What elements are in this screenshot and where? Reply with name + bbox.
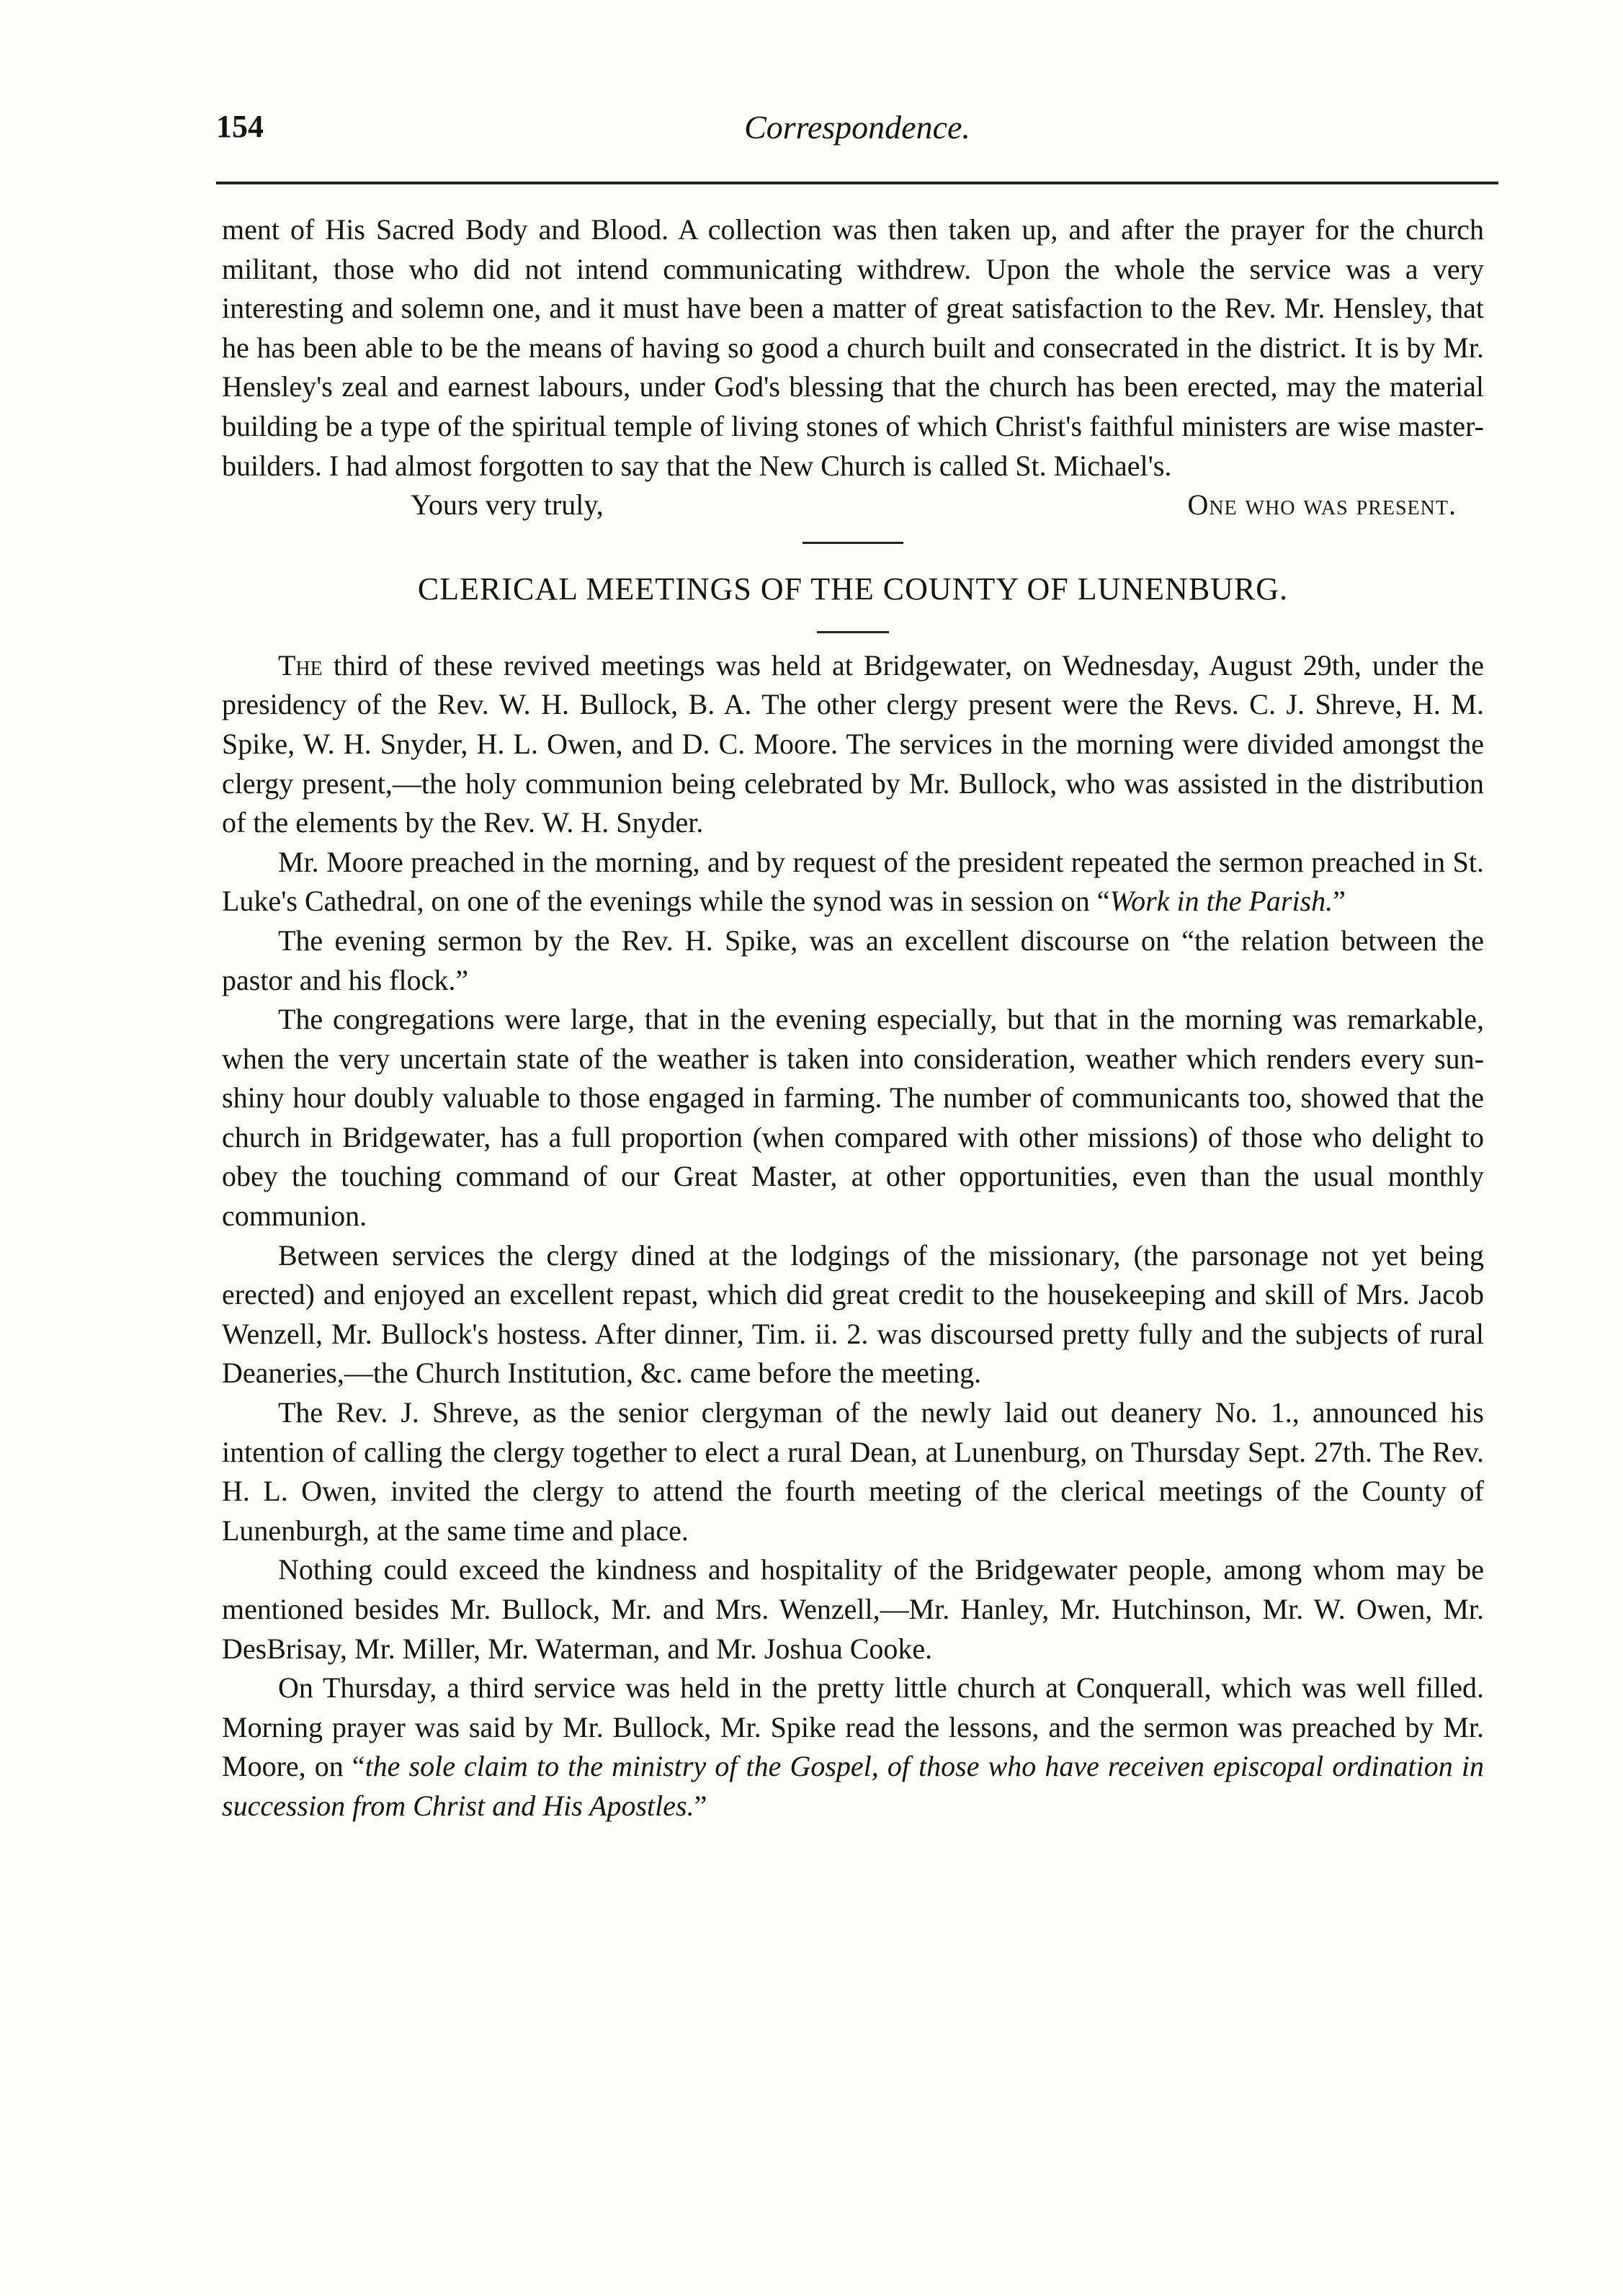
letter-signoff [222,486,1484,526]
article-paragraph-7: Nothing could exceed the kindness and hospitality of the Bridgewater people, among whom may be mentioned besides Mr. Bullock, Mr. and Mrs. Wenzell,—Mr. Hanley, Mr. Hutchinson, Mr. W. Owen, Mr. DesBrisay, Mr. Miller, Mr. Waterman, and Mr. Joshua Cooke. [222,1553,1484,1665]
header-rule [216,182,1498,184]
letter-signature: One who was present. [1187,488,1457,522]
sermon-title: Work in the Parish. [1109,885,1333,918]
article-paragraph-3: The evening sermon by the Rev. H. Spike, was an excellent discourse on “the relation between the pastor and his flock.” [222,924,1484,996]
running-title: Correspondence. [744,109,970,146]
letter-closing: Yours very truly, [411,488,604,522]
article-paragraph-2: Mr. Moore preached in the morning, and by request of the president repeated the sermon preached in St. Luke's Cathedral, on one of the evenings while the synod was in session on “Work in the Parish.” [222,845,1484,918]
page-body [222,210,1484,1826]
heading-rule [817,631,889,633]
article-paragraph-1: The third of these revived meetings was held at Bridgewater, on Wednesday, August 29th, under the presidency of the Rev. W. H. Bullock, B. A. The other clergy present were the Revs. C. J. Shreve, H. M. Spike, W. H. Snyder, H. L. Owen, and D. C. Moore. The services in the morning were divided amongst the clergy present,—the holy communion being celebrated by Mr. Bullock, who was assisted in the distribution of the elements by the Rev. W. H. Snyder. [222,648,1485,839]
article-paragraph-6: The Rev. J. Shreve, as the senior clergyman of the newly laid out deanery No. 1., announced his intention of calling the clergy together to elect a rural Dean, at Lunenburg, on Thursday Sept. 27th. The Rev. H. L. Owen, invited the clergy to attend the fourth meeting of the clerical meetings of the County of Lunenburgh, at the same time and place. [222,1396,1484,1547]
article-heading: CLERICAL MEETINGS OF THE COUNTY OF LUNENBURG. [417,571,1289,607]
sermon-subject: the sole claim to the ministry of the Gospel, of those who have receiven episcopal ordination in succession from Christ and His Apostles. [222,1750,1484,1822]
page-number: 154 [216,109,264,144]
letter-paragraph: ment of His Sacred Body and Blood. A collection was then taken up, and after the prayer for the church militant, those who did not intend communicating withdrew. Upon the whole the service was a very interesting and solemn one, and it must have been a matter of great satisfaction to the Rev. Mr. Hensley, that he has been able to be the means of having so good a church built and consecrated in the district. It is by Mr. Hensley's zeal and earnest labours, under God's blessing that the church has been erected, may the material building be a type of the spiritual temple of living stones of which Christ's faithful ministers are wise master-builders. I had almost forgotten to say that the New Church is called St. Michael's. [222,213,1484,482]
article-paragraph-5: Between services the clergy dined at the lodgings of the missionary, (the parsonage not yet being erected) and enjoyed an excellent repast, which did great credit to the housekeeping and skill of Mrs. Jacob Wenzell, Mr. Bullock's hostess. After dinner, Tim. ii. 2. was discoursed pretty fully and the subjects of rural Deaneries,—the Church Institution, &c. came before the meeting. [222,1238,1484,1390]
section-separator [802,542,903,544]
article-paragraph-4: The congregations were large, that in the evening especially, but that in the morning was remarkable, when the very uncertain state of the weather is taken into consideration, weather which renders every sun-shiny hour doubly valuable to those engaged in farming. The number of communicants too, showed that the church in Bridgewater, has a full proportion (when compared with other missions) of those who delight to obey the touching command of our Great Master, at other opportunities, even than the usual monthly communion. [222,1003,1484,1233]
lead-word: The [278,648,323,682]
article-paragraph-8: On Thursday, a third service was held in the pretty little church at Conquerall, which was well filled. Morning prayer was said by Mr. Bullock, Mr. Spike read the lessons, and the sermon was preached by Mr. Moore, on “the sole claim to the ministry of the Gospel, of those who have receiven episcopal ordination in succession from Christ and His Apostles.” [222,1671,1484,1822]
page-header [216,108,1498,158]
